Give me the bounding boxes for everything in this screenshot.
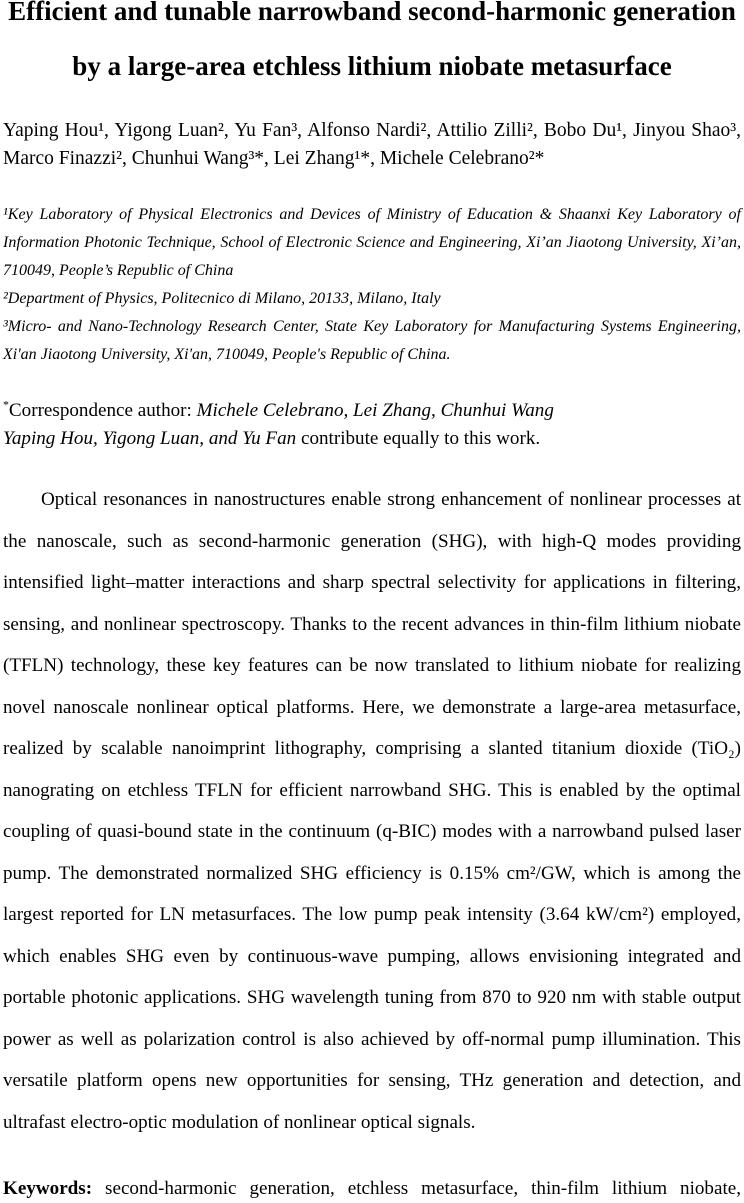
correspondence-line-2: Yaping Hou, Yigong Luan, and Yu Fan contribute equally to this work. [3, 428, 541, 449]
affiliation-3-line-2: Xi'an Jiaotong University, Xi'an, 710049, People's Republic of China. [3, 346, 451, 363]
abstract-paragraph [3, 479, 741, 1143]
abstract-line-5: (TFLN) technology, these key features can be now translated to lithium niobate for realizing [3, 655, 741, 676]
keywords-section [3, 1175, 741, 1203]
abstract-line-12: which enables SHG even by continuous-wave pumping, allows envisioning integrated and [3, 945, 741, 967]
abstract-line-8: nanograting on etchless TFLN for efficient narrowband SHG. This is enabled by the optimal [3, 779, 741, 801]
correspondence-line-1: *Correspondence author: Michele Celebrano, Lei Zhang, Chunhui Wang [3, 397, 554, 421]
abstract-line-14: power as well as polarization control is also achieved by off-normal pump illumination. This [3, 1028, 741, 1050]
abstract-line-16: ultrafast electro-optic modulation of nonlinear optical signals. [3, 1111, 476, 1133]
abstract-line-6: novel nanoscale nonlinear optical platforms. Here, we demonstrate a large-area metasurface, [3, 696, 741, 718]
affiliations [3, 201, 741, 369]
abstract-line-7: realized by scalable nanoimprint lithography, comprising a slanted titanium dioxide (TiO₂) [3, 738, 741, 759]
correspondence-note [3, 397, 741, 453]
abstract-line-15: versatile platform opens new opportunities for sensing, THz generation and detection, and [3, 1070, 741, 1091]
affiliation-1-line-1: ¹Key Laboratory of Physical Electronics and Devices of Ministry of Education & Shaanxi Key Laboratory of [3, 206, 741, 223]
affiliation-3-line-1: ³Micro- and Nano-Technology Research Center, State Key Laboratory for Manufacturing Systems Engineering, [3, 318, 741, 335]
abstract-line-1: Optical resonances in nanostructures enable strong enhancement of nonlinear processes at [41, 489, 741, 510]
affiliation-2: ²Department of Physics, Politecnico di Milano, 20133, Milano, Italy [3, 290, 441, 307]
affiliation-1-line-2: Information Photonic Technique, School of Electronic Science and Engineering, Xi’an Jiaotong University, Xi’an, [3, 234, 741, 251]
author-line-1: Yaping Hou¹, Yigong Luan², Yu Fan³, Alfonso Nardi², Attilio Zilli², Bobo Du¹, Jinyou Shao³, [3, 120, 741, 141]
abstract-line-11: largest reported for LN metasurfaces. The low pump peak intensity (3.64 kW/cm²) employed, [3, 904, 741, 925]
paper-title-line-1: Efficient and tunable narrowband second-harmonic generation [8, 0, 736, 26]
author-list [3, 117, 741, 173]
abstract-line-2: the nanoscale, such as second-harmonic generation (SHG), with high-Q modes providing [3, 530, 741, 552]
paper-title-line-2: by a large-area etchless lithium niobate metasurface [72, 51, 672, 81]
abstract-line-3: intensified light–matter interactions and sharp spectral selectivity for applications in filtering, [3, 572, 741, 593]
paper-title [3, 0, 741, 81]
affiliation-1-line-3: 710049, People’s Republic of China [3, 262, 234, 279]
paper-page [3, 0, 741, 1203]
abstract-line-4: sensing, and nonlinear spectroscopy. Thanks to the recent advances in thin-film lithium niobate [3, 613, 741, 635]
author-line-2: Marco Finazzi², Chunhui Wang³*, Lei Zhang¹*, Michele Celebrano²* [3, 148, 545, 169]
keywords-line: Keywords: second-harmonic generation, etchless metasurface, thin-film lithium niobate, [3, 1178, 741, 1199]
abstract-line-9: coupling of quasi-bound state in the continuum (q-BIC) modes with a narrowband pulsed laser [3, 821, 741, 842]
abstract-line-10: pump. The demonstrated normalized SHG efficiency is 0.15% cm²/GW, which is among the [3, 862, 741, 884]
abstract-line-13: portable photonic applications. SHG wavelength tuning from 870 to 920 nm with stable output [3, 987, 741, 1008]
